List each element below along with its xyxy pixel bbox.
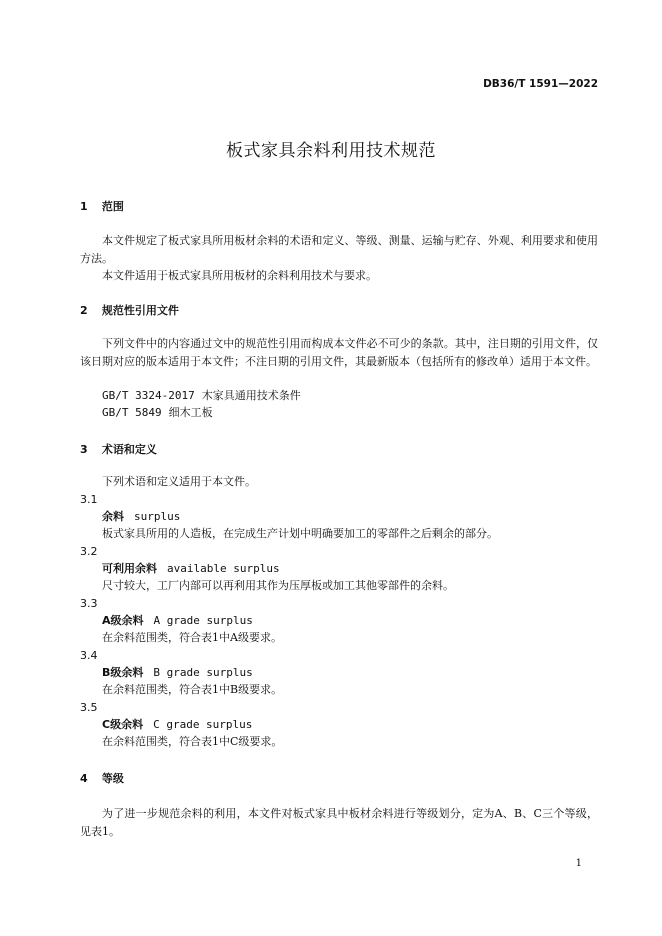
section-title: 规范性引用文件 — [101, 304, 179, 317]
section-4-heading — [80, 770, 124, 786]
section-2-heading — [80, 302, 179, 318]
term-heading — [102, 561, 280, 577]
section-number: 3 — [80, 443, 88, 456]
term-definition: 在余料范围类，符合表1中A级要求。 — [102, 631, 282, 644]
term-number: 3.2 — [80, 545, 98, 558]
section-4-paragraph: 为了进一步规范余料的利用，本文件对板式家具中板材余料进行等级划分，定为A、B、C三个等级，见表1。 — [80, 807, 598, 838]
term-en: B grade surplus — [153, 666, 253, 679]
reference-1 — [102, 388, 301, 404]
section-title: 等级 — [101, 772, 124, 785]
term-number: 3.5 — [80, 701, 98, 714]
term-en: A grade surplus — [153, 614, 253, 627]
term-heading — [102, 613, 253, 629]
section-number: 2 — [80, 304, 88, 317]
section-1-paragraph-2: 本文件适用于板式家具所用板材的余料利用技术与要求。 — [102, 269, 377, 282]
term-definition: 板式家具所用的人造板，在完成生产计划中明确要加工的零部件之后剩余的部分。 — [102, 527, 498, 540]
section-3-heading — [80, 441, 157, 457]
reference-title: 木家具通用技术条件 — [201, 389, 301, 402]
section-title: 术语和定义 — [101, 443, 157, 456]
section-number: 1 — [80, 200, 88, 213]
reference-code: GB/T 5849 — [102, 406, 162, 419]
section-3-intro: 下列术语和定义适用于本文件。 — [102, 475, 256, 488]
term-en: surplus — [134, 510, 181, 523]
term-zh: 余料 — [102, 510, 124, 523]
section-title: 范围 — [101, 200, 124, 213]
term-en: available surplus — [167, 562, 280, 575]
term-heading — [102, 665, 253, 681]
section-1-paragraph-1: 本文件规定了板式家具所用板材余料的术语和定义、等级、测量、运输与贮存、外观、利用要求和使用方法。 — [80, 234, 598, 265]
term-number: 3.4 — [80, 649, 98, 662]
section-1-heading — [80, 198, 124, 214]
term-heading — [102, 509, 180, 525]
page-title: 板式家具余料利用技术规范 — [226, 141, 436, 161]
term-definition: 尺寸较大，工厂内部可以再利用其作为压厚板或加工其他零部件的余料。 — [102, 579, 454, 592]
term-en: C grade surplus — [153, 718, 253, 731]
term-definition: 在余料范围类，符合表1中C级要求。 — [102, 735, 283, 748]
reference-code: GB/T 3324-2017 — [102, 389, 195, 402]
term-zh: B级余料 — [102, 666, 144, 679]
term-zh: 可利用余料 — [102, 562, 157, 575]
document-code: DB36/T 1591—2022 — [483, 78, 598, 90]
section-number: 4 — [80, 772, 88, 785]
section-2-paragraph: 下列文件中的内容通过文中的规范性引用而构成本文件必不可少的条款。其中，注日期的引用文件，仅该日期对应的版本适用于本文件；不注日期的引用文件，其最新版本（包括所有的修改单）适用于本文件。 — [80, 337, 598, 368]
reference-2 — [102, 405, 213, 421]
page-number: 1 — [575, 858, 582, 869]
term-number: 3.1 — [80, 493, 98, 506]
term-zh: A级余料 — [102, 614, 144, 627]
term-heading — [102, 717, 252, 733]
term-definition: 在余料范围类，符合表1中B级要求。 — [102, 683, 283, 696]
term-zh: C级余料 — [102, 718, 144, 731]
reference-title: 细木工板 — [168, 406, 213, 419]
term-number: 3.3 — [80, 597, 98, 610]
